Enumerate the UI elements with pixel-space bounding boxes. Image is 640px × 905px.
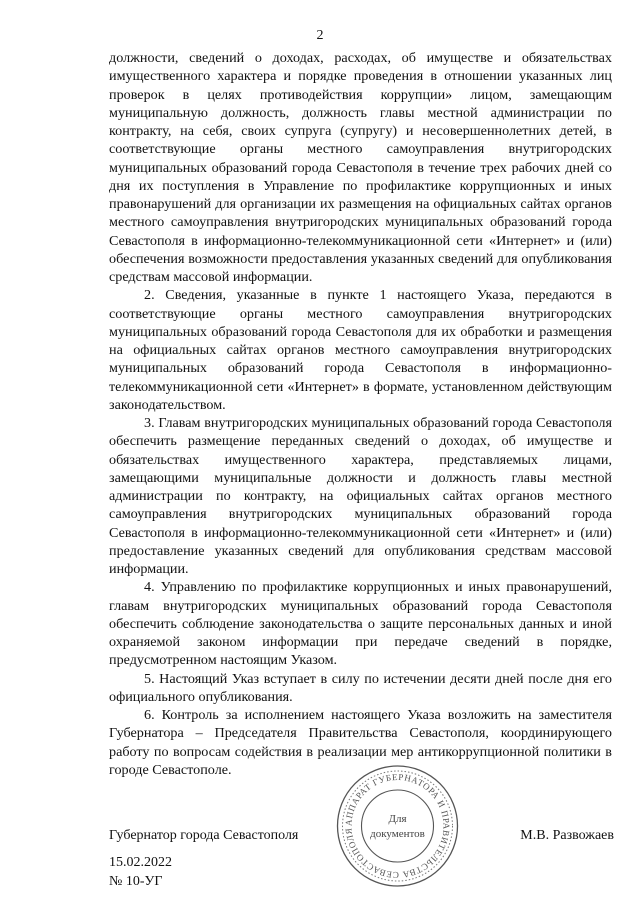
paragraph-3: 3. Главам внутригородских муниципальных образований города Севастополя обеспечить размещение переданных сведений о доходах, об имуществе и обязательствах имущественного характера, представляемых лицами, замещающими муниципальные должности и должность главы местной администрации по контракту, на официальных сайтах органов местного самоуправления внутригородских муниципальных образований города Севастополя в информационно-телекоммуникационной сети «Интернет» и (или) предоставление указанных сведений для опубликования средствам массовой информации. — [109, 415, 612, 577]
signatory-title: Губернатор города Севастополя — [109, 828, 299, 843]
decree-body — [109, 49, 612, 779]
stamp-outer-ring — [338, 766, 458, 886]
paragraph-2: 2. Сведения, указанные в пункте 1 настоящего Указа, передаются в соответствующие органы местного самоуправления внутригородских муниципальных образований города Севастополя для их обработки и размещения на официальных сайтах органов местного самоуправления внутригородских муниципальных образований города Севастополя в информационно-телекоммуникационной сети «Интернет» в формате, установленном действующим законодательством. — [109, 287, 612, 413]
stamp-ring-text: АППАРАТ ГУБЕРНАТОРА И ПРАВИТЕЛЬСТВА СЕВАСТОПОЛЯ — [343, 771, 452, 881]
stamp-dotted-ring — [343, 771, 453, 881]
document-number: № 10-УГ — [109, 874, 163, 889]
paragraph-5: 5. Настоящий Указ вступает в силу по истечении десяти дней после дня его официального опубликования. — [109, 670, 612, 705]
paragraph-4: 4. Управлению по профилактике коррупционных и иных правонарушений, главам внутригородских муниципальных образований города Севастополя обеспечить соблюдение законодательства о защите персональных данных и иной охраняемой законом информации при передаче сведений в порядке, предусмотренном настоящим Указом. — [109, 579, 612, 669]
signatory-name: М.В. Развожаев — [520, 828, 614, 843]
official-stamp — [335, 762, 460, 890]
stamp-inner-ring — [362, 790, 434, 862]
document-date: 15.02.2022 — [109, 855, 172, 870]
paragraph-6: 6. Контроль за исполнением настоящего Указа возложить на заместителя Губернатора – Председателя Правительства Севастополя, координирующего работу по вопросам содействия в реализации мер антикоррупционной политики в городе Севастополе. — [109, 707, 612, 778]
paragraph-1: должности, сведений о доходах, расходах, об имуществе и обязательствах имущественного характера и порядке проведения в отношении указанных лиц проверок в целях противодействия коррупции» лицом, замещающим муниципальную должность, должность главы местной администрации по контракту, на себя, своих супруга (супругу) и несовершеннолетних детей, в соответствующие органы местного самоуправления внутригородских муниципальных образований города Севастополя в течение трех рабочих дней со дня их поступления в Управление по профилактике коррупционных и иных правонарушений для организации их размещения на официальных сайтах органов местного самоуправления внутригородских муниципальных образований города Севастополя в информационно-телекоммуникационной сети «Интернет» и (или) обеспечения возможности предоставления указанных сведений для опубликования средствам массовой информации. — [109, 50, 612, 285]
stamp-center-line2: документов — [370, 828, 425, 840]
stamp-center-line1: Для — [388, 813, 407, 825]
page-number: 2 — [316, 28, 324, 43]
